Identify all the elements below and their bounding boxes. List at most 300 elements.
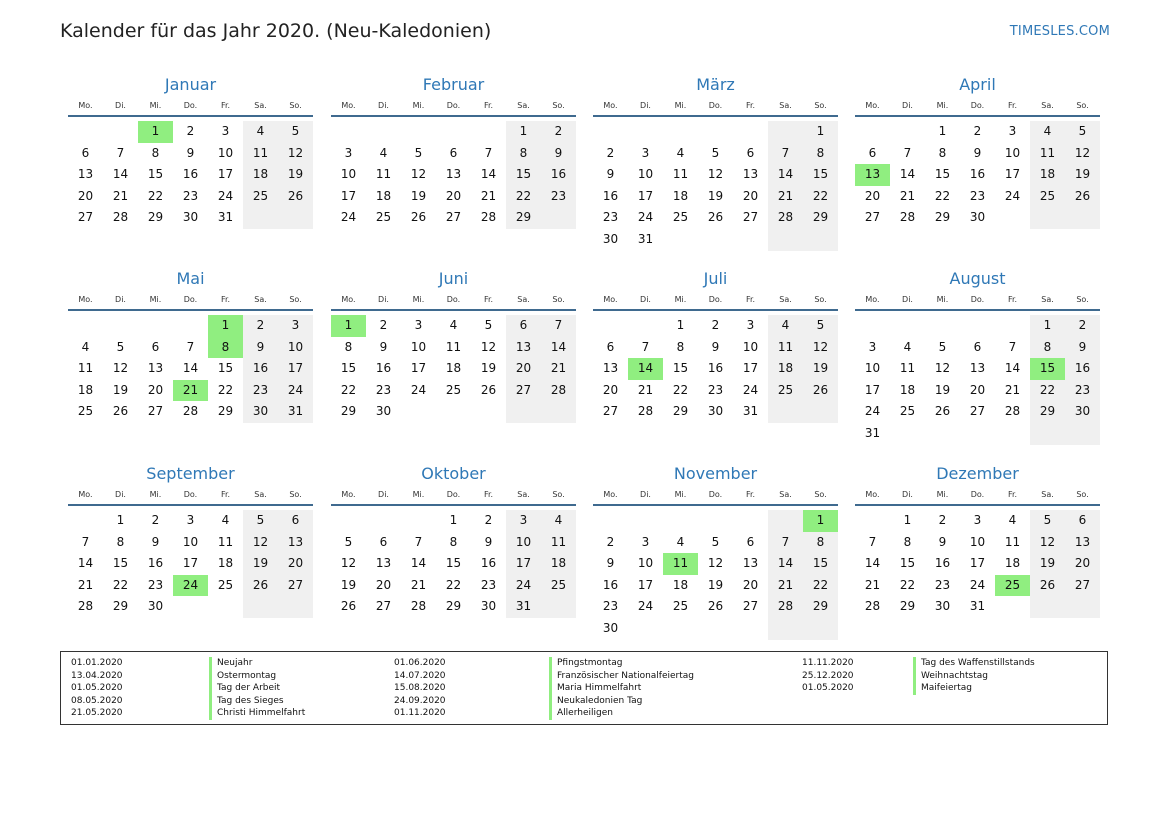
- holiday-day-cell[interactable]: 1: [331, 315, 366, 337]
- day-cell[interactable]: 4: [81, 339, 90, 354]
- day-cell[interactable]: 20: [445, 188, 462, 203]
- day-cell[interactable]: 3: [641, 145, 650, 160]
- day-cell[interactable]: 5: [414, 145, 423, 160]
- day-cell[interactable]: 6: [151, 339, 160, 354]
- day-cell[interactable]: 3: [221, 124, 230, 138]
- day-cell[interactable]: 30: [147, 599, 164, 614]
- day-cell[interactable]: 27: [375, 599, 392, 614]
- day-cell[interactable]: 17: [217, 167, 234, 182]
- day-cell[interactable]: 7: [768, 143, 803, 165]
- day-cell[interactable]: 18: [672, 577, 689, 592]
- day-cell[interactable]: 16: [969, 167, 986, 182]
- day-cell[interactable]: 10: [340, 167, 357, 182]
- day-cell[interactable]: 13: [602, 361, 619, 376]
- day-cell[interactable]: 27: [742, 210, 759, 225]
- day-cell[interactable]: 27: [506, 380, 541, 402]
- day-cell[interactable]: 28: [541, 380, 576, 402]
- day-cell[interactable]: 8: [449, 534, 458, 549]
- day-cell[interactable]: 23: [969, 188, 986, 203]
- day-cell[interactable]: 4: [676, 145, 685, 160]
- day-cell[interactable]: 29: [803, 596, 838, 618]
- day-cell[interactable]: 26: [410, 210, 427, 225]
- day-cell[interactable]: 7: [484, 145, 493, 160]
- day-cell[interactable]: 14: [112, 167, 129, 182]
- day-cell[interactable]: 4: [903, 339, 912, 354]
- day-cell[interactable]: 14: [77, 556, 94, 571]
- day-cell[interactable]: 23: [480, 577, 497, 592]
- day-cell[interactable]: 29: [934, 210, 951, 225]
- day-cell[interactable]: 29: [506, 207, 541, 229]
- day-cell[interactable]: 3: [868, 339, 877, 354]
- day-cell[interactable]: 15: [803, 553, 838, 575]
- day-cell[interactable]: 23: [375, 382, 392, 397]
- day-cell[interactable]: 25: [672, 599, 689, 614]
- day-cell[interactable]: 25: [243, 186, 278, 208]
- day-cell[interactable]: 28: [864, 599, 881, 614]
- day-cell[interactable]: 18: [672, 188, 689, 203]
- day-cell[interactable]: 17: [969, 556, 986, 571]
- day-cell[interactable]: 7: [116, 145, 125, 160]
- day-cell[interactable]: 15: [672, 361, 689, 376]
- day-cell[interactable]: 12: [803, 337, 838, 359]
- day-cell[interactable]: 17: [1004, 167, 1021, 182]
- day-cell[interactable]: 4: [676, 534, 685, 549]
- day-cell[interactable]: 8: [803, 143, 838, 165]
- day-cell[interactable]: 17: [182, 556, 199, 571]
- day-cell[interactable]: 17: [278, 358, 313, 380]
- day-cell[interactable]: 22: [899, 577, 916, 592]
- day-cell[interactable]: 22: [445, 577, 462, 592]
- day-cell[interactable]: 20: [375, 577, 392, 592]
- day-cell[interactable]: 4: [243, 121, 278, 143]
- day-cell[interactable]: 24: [864, 404, 881, 419]
- day-cell[interactable]: 7: [81, 534, 90, 549]
- day-cell[interactable]: 11: [1004, 534, 1021, 549]
- day-cell[interactable]: 3: [278, 315, 313, 337]
- day-cell[interactable]: 26: [1030, 575, 1065, 597]
- day-cell[interactable]: 10: [278, 337, 313, 359]
- day-cell[interactable]: 11: [672, 167, 689, 182]
- day-cell[interactable]: 15: [445, 556, 462, 571]
- day-cell[interactable]: 22: [506, 186, 541, 208]
- day-cell[interactable]: 29: [112, 599, 129, 614]
- day-cell[interactable]: 14: [480, 167, 497, 182]
- day-cell[interactable]: 19: [480, 361, 497, 376]
- day-cell[interactable]: 2: [938, 513, 947, 527]
- day-cell[interactable]: 31: [969, 599, 986, 614]
- day-cell[interactable]: 19: [410, 188, 427, 203]
- day-cell[interactable]: 30: [969, 210, 986, 225]
- day-cell[interactable]: 31: [217, 210, 234, 225]
- day-cell[interactable]: 18: [1004, 556, 1021, 571]
- day-cell[interactable]: 15: [506, 164, 541, 186]
- day-cell[interactable]: 19: [340, 577, 357, 592]
- day-cell[interactable]: 12: [410, 167, 427, 182]
- day-cell[interactable]: 6: [449, 145, 458, 160]
- holiday-day-cell[interactable]: 1: [803, 510, 838, 532]
- day-cell[interactable]: 5: [243, 510, 278, 532]
- day-cell[interactable]: 6: [973, 339, 982, 354]
- day-cell[interactable]: 20: [278, 553, 313, 575]
- day-cell[interactable]: 26: [243, 575, 278, 597]
- day-cell[interactable]: 18: [243, 164, 278, 186]
- day-cell[interactable]: 29: [1030, 401, 1065, 423]
- day-cell[interactable]: 29: [147, 210, 164, 225]
- day-cell[interactable]: 21: [768, 575, 803, 597]
- day-cell[interactable]: 25: [899, 404, 916, 419]
- day-cell[interactable]: 21: [112, 188, 129, 203]
- day-cell[interactable]: 21: [410, 577, 427, 592]
- holiday-day-cell[interactable]: 24: [173, 575, 208, 597]
- day-cell[interactable]: 1: [903, 513, 912, 527]
- day-cell[interactable]: 15: [934, 167, 951, 182]
- day-cell[interactable]: 30: [182, 210, 199, 225]
- day-cell[interactable]: 30: [480, 599, 497, 614]
- day-cell[interactable]: 3: [186, 513, 195, 527]
- day-cell[interactable]: 9: [541, 143, 576, 165]
- day-cell[interactable]: 10: [1004, 145, 1021, 160]
- day-cell[interactable]: 16: [602, 577, 619, 592]
- day-cell[interactable]: 11: [768, 337, 803, 359]
- day-cell[interactable]: 5: [711, 145, 720, 160]
- day-cell[interactable]: 25: [541, 575, 576, 597]
- day-cell[interactable]: 12: [707, 167, 724, 182]
- day-cell[interactable]: 14: [768, 164, 803, 186]
- day-cell[interactable]: 12: [278, 143, 313, 165]
- day-cell[interactable]: 23: [707, 382, 724, 397]
- day-cell[interactable]: 3: [506, 510, 541, 532]
- day-cell[interactable]: 17: [637, 188, 654, 203]
- day-cell[interactable]: 12: [1030, 532, 1065, 554]
- day-cell[interactable]: 28: [768, 596, 803, 618]
- day-cell[interactable]: 2: [541, 121, 576, 143]
- day-cell[interactable]: 13: [77, 167, 94, 182]
- day-cell[interactable]: 9: [379, 339, 388, 354]
- day-cell[interactable]: 14: [1004, 361, 1021, 376]
- day-cell[interactable]: 11: [1030, 143, 1065, 165]
- day-cell[interactable]: 24: [340, 210, 357, 225]
- day-cell[interactable]: 19: [112, 382, 129, 397]
- day-cell[interactable]: 7: [868, 534, 877, 549]
- day-cell[interactable]: 13: [147, 361, 164, 376]
- day-cell[interactable]: 2: [484, 513, 493, 527]
- day-cell[interactable]: 30: [602, 231, 619, 246]
- day-cell[interactable]: 14: [899, 167, 916, 182]
- day-cell[interactable]: 1: [938, 124, 947, 138]
- day-cell[interactable]: 22: [803, 186, 838, 208]
- day-cell[interactable]: 27: [1065, 575, 1100, 597]
- day-cell[interactable]: 29: [445, 599, 462, 614]
- day-cell[interactable]: 17: [410, 361, 427, 376]
- day-cell[interactable]: 24: [969, 577, 986, 592]
- day-cell[interactable]: 8: [676, 339, 685, 354]
- day-cell[interactable]: 29: [899, 599, 916, 614]
- day-cell[interactable]: 3: [344, 145, 353, 160]
- day-cell[interactable]: 15: [147, 167, 164, 182]
- day-cell[interactable]: 2: [186, 124, 195, 138]
- day-cell[interactable]: 19: [1030, 553, 1065, 575]
- day-cell[interactable]: 6: [746, 145, 755, 160]
- day-cell[interactable]: 20: [969, 382, 986, 397]
- day-cell[interactable]: 24: [506, 575, 541, 597]
- day-cell[interactable]: 21: [899, 188, 916, 203]
- day-cell[interactable]: 7: [768, 532, 803, 554]
- day-cell[interactable]: 4: [221, 513, 230, 527]
- day-cell[interactable]: 27: [742, 599, 759, 614]
- day-cell[interactable]: 31: [864, 425, 881, 440]
- day-cell[interactable]: 12: [934, 361, 951, 376]
- day-cell[interactable]: 1: [803, 121, 838, 143]
- day-cell[interactable]: 26: [707, 599, 724, 614]
- day-cell[interactable]: 9: [938, 534, 947, 549]
- day-cell[interactable]: 7: [903, 145, 912, 160]
- day-cell[interactable]: 8: [116, 534, 125, 549]
- day-cell[interactable]: 5: [344, 534, 353, 549]
- day-cell[interactable]: 3: [1008, 124, 1017, 138]
- day-cell[interactable]: 10: [410, 339, 427, 354]
- day-cell[interactable]: 4: [1008, 513, 1017, 527]
- day-cell[interactable]: 23: [147, 577, 164, 592]
- day-cell[interactable]: 18: [445, 361, 462, 376]
- day-cell[interactable]: 2: [711, 318, 720, 332]
- day-cell[interactable]: 1: [1030, 315, 1065, 337]
- day-cell[interactable]: 1: [116, 513, 125, 527]
- day-cell[interactable]: 9: [973, 145, 982, 160]
- day-cell[interactable]: 31: [742, 404, 759, 419]
- day-cell[interactable]: 26: [803, 380, 838, 402]
- day-cell[interactable]: 27: [147, 404, 164, 419]
- day-cell[interactable]: 18: [768, 358, 803, 380]
- day-cell[interactable]: 8: [903, 534, 912, 549]
- day-cell[interactable]: 27: [77, 210, 94, 225]
- day-cell[interactable]: 6: [868, 145, 877, 160]
- day-cell[interactable]: 20: [742, 188, 759, 203]
- day-cell[interactable]: 18: [1030, 164, 1065, 186]
- day-cell[interactable]: 24: [637, 599, 654, 614]
- day-cell[interactable]: 8: [1030, 337, 1065, 359]
- day-cell[interactable]: 17: [506, 553, 541, 575]
- day-cell[interactable]: 9: [484, 534, 493, 549]
- day-cell[interactable]: 11: [243, 143, 278, 165]
- day-cell[interactable]: 22: [803, 575, 838, 597]
- day-cell[interactable]: 31: [506, 596, 541, 618]
- day-cell[interactable]: 20: [742, 577, 759, 592]
- day-cell[interactable]: 3: [414, 318, 423, 332]
- day-cell[interactable]: 25: [768, 380, 803, 402]
- day-cell[interactable]: 8: [151, 145, 160, 160]
- day-cell[interactable]: 16: [182, 167, 199, 182]
- day-cell[interactable]: 26: [340, 599, 357, 614]
- day-cell[interactable]: 17: [340, 188, 357, 203]
- day-cell[interactable]: 19: [278, 164, 313, 186]
- day-cell[interactable]: 18: [77, 382, 94, 397]
- day-cell[interactable]: 30: [375, 404, 392, 419]
- day-cell[interactable]: 27: [864, 210, 881, 225]
- day-cell[interactable]: 1: [449, 513, 458, 527]
- holiday-day-cell[interactable]: 1: [138, 121, 173, 143]
- day-cell[interactable]: 5: [1030, 510, 1065, 532]
- day-cell[interactable]: 26: [112, 404, 129, 419]
- day-cell[interactable]: 10: [864, 361, 881, 376]
- day-cell[interactable]: 26: [480, 382, 497, 397]
- day-cell[interactable]: 16: [1065, 358, 1100, 380]
- day-cell[interactable]: 27: [969, 404, 986, 419]
- day-cell[interactable]: 14: [768, 553, 803, 575]
- day-cell[interactable]: 23: [182, 188, 199, 203]
- day-cell[interactable]: 19: [1065, 164, 1100, 186]
- day-cell[interactable]: 2: [606, 534, 615, 549]
- day-cell[interactable]: 5: [116, 339, 125, 354]
- day-cell[interactable]: 11: [541, 532, 576, 554]
- day-cell[interactable]: 17: [637, 577, 654, 592]
- day-cell[interactable]: 19: [243, 553, 278, 575]
- day-cell[interactable]: 30: [934, 599, 951, 614]
- day-cell[interactable]: 25: [672, 210, 689, 225]
- day-cell[interactable]: 23: [243, 380, 278, 402]
- day-cell[interactable]: 25: [217, 577, 234, 592]
- day-cell[interactable]: 6: [746, 534, 755, 549]
- day-cell[interactable]: 11: [77, 361, 94, 376]
- day-cell[interactable]: 11: [899, 361, 916, 376]
- day-cell[interactable]: 30: [1065, 401, 1100, 423]
- day-cell[interactable]: 14: [182, 361, 199, 376]
- day-cell[interactable]: 5: [711, 534, 720, 549]
- day-cell[interactable]: 10: [742, 339, 759, 354]
- day-cell[interactable]: 27: [445, 210, 462, 225]
- day-cell[interactable]: 28: [1004, 404, 1021, 419]
- day-cell[interactable]: 6: [81, 145, 90, 160]
- day-cell[interactable]: 2: [379, 318, 388, 332]
- day-cell[interactable]: 6: [379, 534, 388, 549]
- day-cell[interactable]: 15: [803, 164, 838, 186]
- day-cell[interactable]: 28: [112, 210, 129, 225]
- holiday-day-cell[interactable]: 13: [855, 164, 890, 186]
- day-cell[interactable]: 20: [506, 358, 541, 380]
- day-cell[interactable]: 19: [803, 358, 838, 380]
- day-cell[interactable]: 29: [803, 207, 838, 229]
- day-cell[interactable]: 9: [1065, 337, 1100, 359]
- day-cell[interactable]: 21: [637, 382, 654, 397]
- day-cell[interactable]: 16: [480, 556, 497, 571]
- day-cell[interactable]: 13: [445, 167, 462, 182]
- day-cell[interactable]: 24: [742, 382, 759, 397]
- holiday-day-cell[interactable]: 21: [173, 380, 208, 402]
- day-cell[interactable]: 19: [707, 188, 724, 203]
- day-cell[interactable]: 21: [768, 186, 803, 208]
- day-cell[interactable]: 12: [243, 532, 278, 554]
- day-cell[interactable]: 6: [278, 510, 313, 532]
- day-cell[interactable]: 21: [864, 577, 881, 592]
- day-cell[interactable]: 15: [112, 556, 129, 571]
- day-cell[interactable]: 30: [602, 620, 619, 635]
- holiday-day-cell[interactable]: 25: [995, 575, 1030, 597]
- day-cell[interactable]: 16: [602, 188, 619, 203]
- day-cell[interactable]: 8: [938, 145, 947, 160]
- day-cell[interactable]: 25: [77, 404, 94, 419]
- day-cell[interactable]: 5: [803, 315, 838, 337]
- day-cell[interactable]: 16: [707, 361, 724, 376]
- day-cell[interactable]: 6: [606, 339, 615, 354]
- day-cell[interactable]: 17: [864, 382, 881, 397]
- day-cell[interactable]: 3: [973, 513, 982, 527]
- day-cell[interactable]: 26: [707, 210, 724, 225]
- day-cell[interactable]: 11: [445, 339, 462, 354]
- day-cell[interactable]: 7: [1008, 339, 1017, 354]
- day-cell[interactable]: 4: [541, 510, 576, 532]
- day-cell[interactable]: 30: [707, 404, 724, 419]
- day-cell[interactable]: 12: [340, 556, 357, 571]
- day-cell[interactable]: 5: [938, 339, 947, 354]
- day-cell[interactable]: 8: [803, 532, 838, 554]
- day-cell[interactable]: 22: [217, 382, 234, 397]
- day-cell[interactable]: 13: [375, 556, 392, 571]
- day-cell[interactable]: 18: [375, 188, 392, 203]
- day-cell[interactable]: 4: [1030, 121, 1065, 143]
- day-cell[interactable]: 22: [1030, 380, 1065, 402]
- day-cell[interactable]: 2: [1065, 315, 1100, 337]
- day-cell[interactable]: 4: [379, 145, 388, 160]
- day-cell[interactable]: 2: [151, 513, 160, 527]
- day-cell[interactable]: 23: [1065, 380, 1100, 402]
- day-cell[interactable]: 19: [707, 577, 724, 592]
- day-cell[interactable]: 8: [344, 339, 353, 354]
- day-cell[interactable]: 28: [77, 599, 94, 614]
- day-cell[interactable]: 22: [340, 382, 357, 397]
- day-cell[interactable]: 16: [375, 361, 392, 376]
- day-cell[interactable]: 7: [641, 339, 650, 354]
- day-cell[interactable]: 23: [602, 210, 619, 225]
- day-cell[interactable]: 12: [480, 339, 497, 354]
- day-cell[interactable]: 25: [375, 210, 392, 225]
- day-cell[interactable]: 14: [410, 556, 427, 571]
- day-cell[interactable]: 12: [707, 556, 724, 571]
- day-cell[interactable]: 21: [541, 358, 576, 380]
- day-cell[interactable]: 2: [606, 145, 615, 160]
- day-cell[interactable]: 31: [637, 231, 654, 246]
- day-cell[interactable]: 20: [1065, 553, 1100, 575]
- holiday-day-cell[interactable]: 15: [1030, 358, 1065, 380]
- holiday-day-cell[interactable]: 8: [208, 337, 243, 359]
- day-cell[interactable]: 10: [969, 534, 986, 549]
- day-cell[interactable]: 31: [278, 401, 313, 423]
- day-cell[interactable]: 9: [243, 337, 278, 359]
- day-cell[interactable]: 23: [602, 599, 619, 614]
- day-cell[interactable]: 15: [899, 556, 916, 571]
- day-cell[interactable]: 29: [340, 404, 357, 419]
- day-cell[interactable]: 15: [340, 361, 357, 376]
- day-cell[interactable]: 11: [217, 534, 234, 549]
- day-cell[interactable]: 20: [602, 382, 619, 397]
- day-cell[interactable]: 29: [217, 404, 234, 419]
- day-cell[interactable]: 1: [506, 121, 541, 143]
- day-cell[interactable]: 16: [541, 164, 576, 186]
- day-cell[interactable]: 5: [278, 121, 313, 143]
- day-cell[interactable]: 14: [864, 556, 881, 571]
- day-cell[interactable]: 24: [410, 382, 427, 397]
- day-cell[interactable]: 18: [899, 382, 916, 397]
- day-cell[interactable]: 13: [969, 361, 986, 376]
- day-cell[interactable]: 27: [602, 404, 619, 419]
- day-cell[interactable]: 24: [217, 188, 234, 203]
- day-cell[interactable]: 26: [1065, 186, 1100, 208]
- day-cell[interactable]: 10: [182, 534, 199, 549]
- day-cell[interactable]: 4: [449, 318, 458, 332]
- day-cell[interactable]: 22: [112, 577, 129, 592]
- day-cell[interactable]: 21: [77, 577, 94, 592]
- day-cell[interactable]: 6: [1065, 510, 1100, 532]
- day-cell[interactable]: 25: [445, 382, 462, 397]
- day-cell[interactable]: 18: [541, 553, 576, 575]
